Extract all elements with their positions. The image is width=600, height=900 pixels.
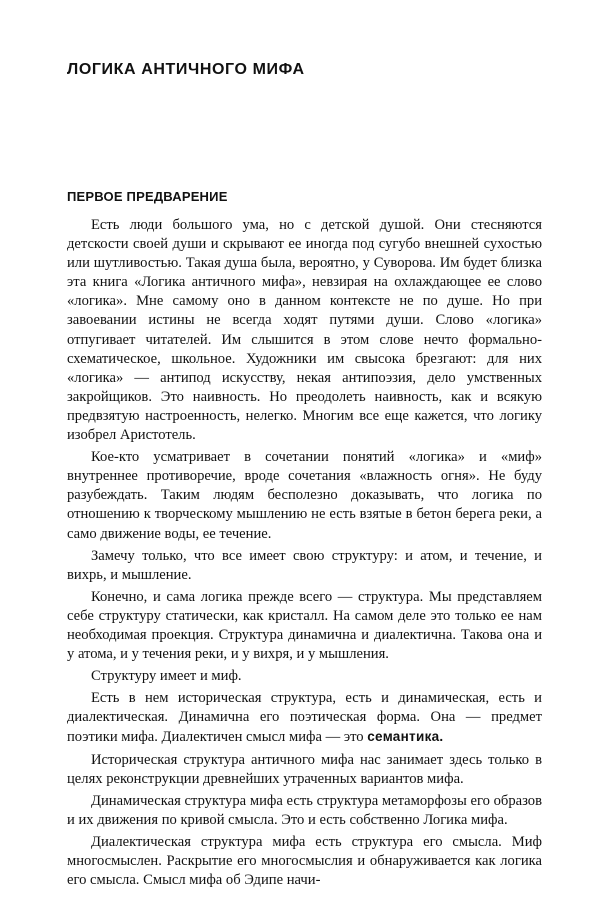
paragraph-9: Диалектическая структура мифа есть структура его смысла. Миф многосмыслен. Раскрытие его многосмыслия и обнаруживается как логика его смысла. Смысл мифа об Эдипе начи- bbox=[67, 833, 542, 889]
paragraph-6-text: Есть в нем историческая структура, есть и динамическая, есть и диалектическая. Динамична его поэтическая форма. Она — предмет поэтики мифа. Диалектичен смысл мифа — это bbox=[67, 690, 542, 746]
paragraph-3: Замечу только, что все имеет свою структуру: и атом, и течение, и вихрь, и мышление. bbox=[67, 547, 542, 583]
body-text bbox=[67, 216, 542, 893]
bold-term: семантика. bbox=[367, 729, 444, 745]
paragraph-6 bbox=[67, 689, 542, 747]
paragraph-5: Структуру имеет и миф. bbox=[91, 668, 242, 685]
book-title: ЛОГИКА АНТИЧНОГО МИФА bbox=[67, 61, 305, 78]
paragraph-2: Кое-кто усматривает в сочетании понятий «логика» и «миф» внутреннее противоречие, вроде сочетания «влажность огня». Не буду разубеждать. Таким людям бесполезно доказывать, что логика по отношению к творческому мышлению не есть взятые в бетон берега реки, а само движение воды, ее течение. bbox=[67, 449, 542, 542]
paragraph-7: Историческая структура античного мифа нас занимает здесь только в целях реконструкции древнейших утраченных вариантов мифа. bbox=[67, 751, 542, 787]
paragraph-4: Конечно, и сама логика прежде всего — структура. Мы представляем себе структуру статически, как кристалл. На самом деле это только ее нам необходимая проекция. Структура динамична и диалектична. Такова она и у атома, и у течения реки, и у вихря, и у мышления. bbox=[67, 588, 542, 663]
paragraph-1: Есть люди большого ума, но с детской душой. Они стесняются детскости своей души и скрывают ее иногда под сугубо внешней сухостью или шутливостью. Такая душа была, вероятно, у Суворова. Им будет близка эта книга «Логика античного мифа», невзирая на охлаждающее ее слово «логика». Мне самому оно в данном контексте не по душе. Но при завоевании истины не всегда ходят путями души. Слово «логика» отпугивает читателей. Им слышится в этом слове нечто формально-схематическое, школьное. Художники им свысока брезгают: для них «логика» — антипод искусству, некая антипоэзия, дело умственных закройщиков. Это наивность. Но преодолеть наивность, как и всякую предвзятую настроенность, нелегко. Многим все еще кажется, что логику изобрел Аристотель. bbox=[67, 217, 542, 444]
section-title: ПЕРВОЕ ПРЕДВАРЕНИЕ bbox=[67, 189, 228, 204]
paragraph-8: Динамическая структура мифа есть структура метаморфозы его образов и их движения по кривой смысла. Это и есть собственно Логика мифа. bbox=[67, 792, 542, 828]
